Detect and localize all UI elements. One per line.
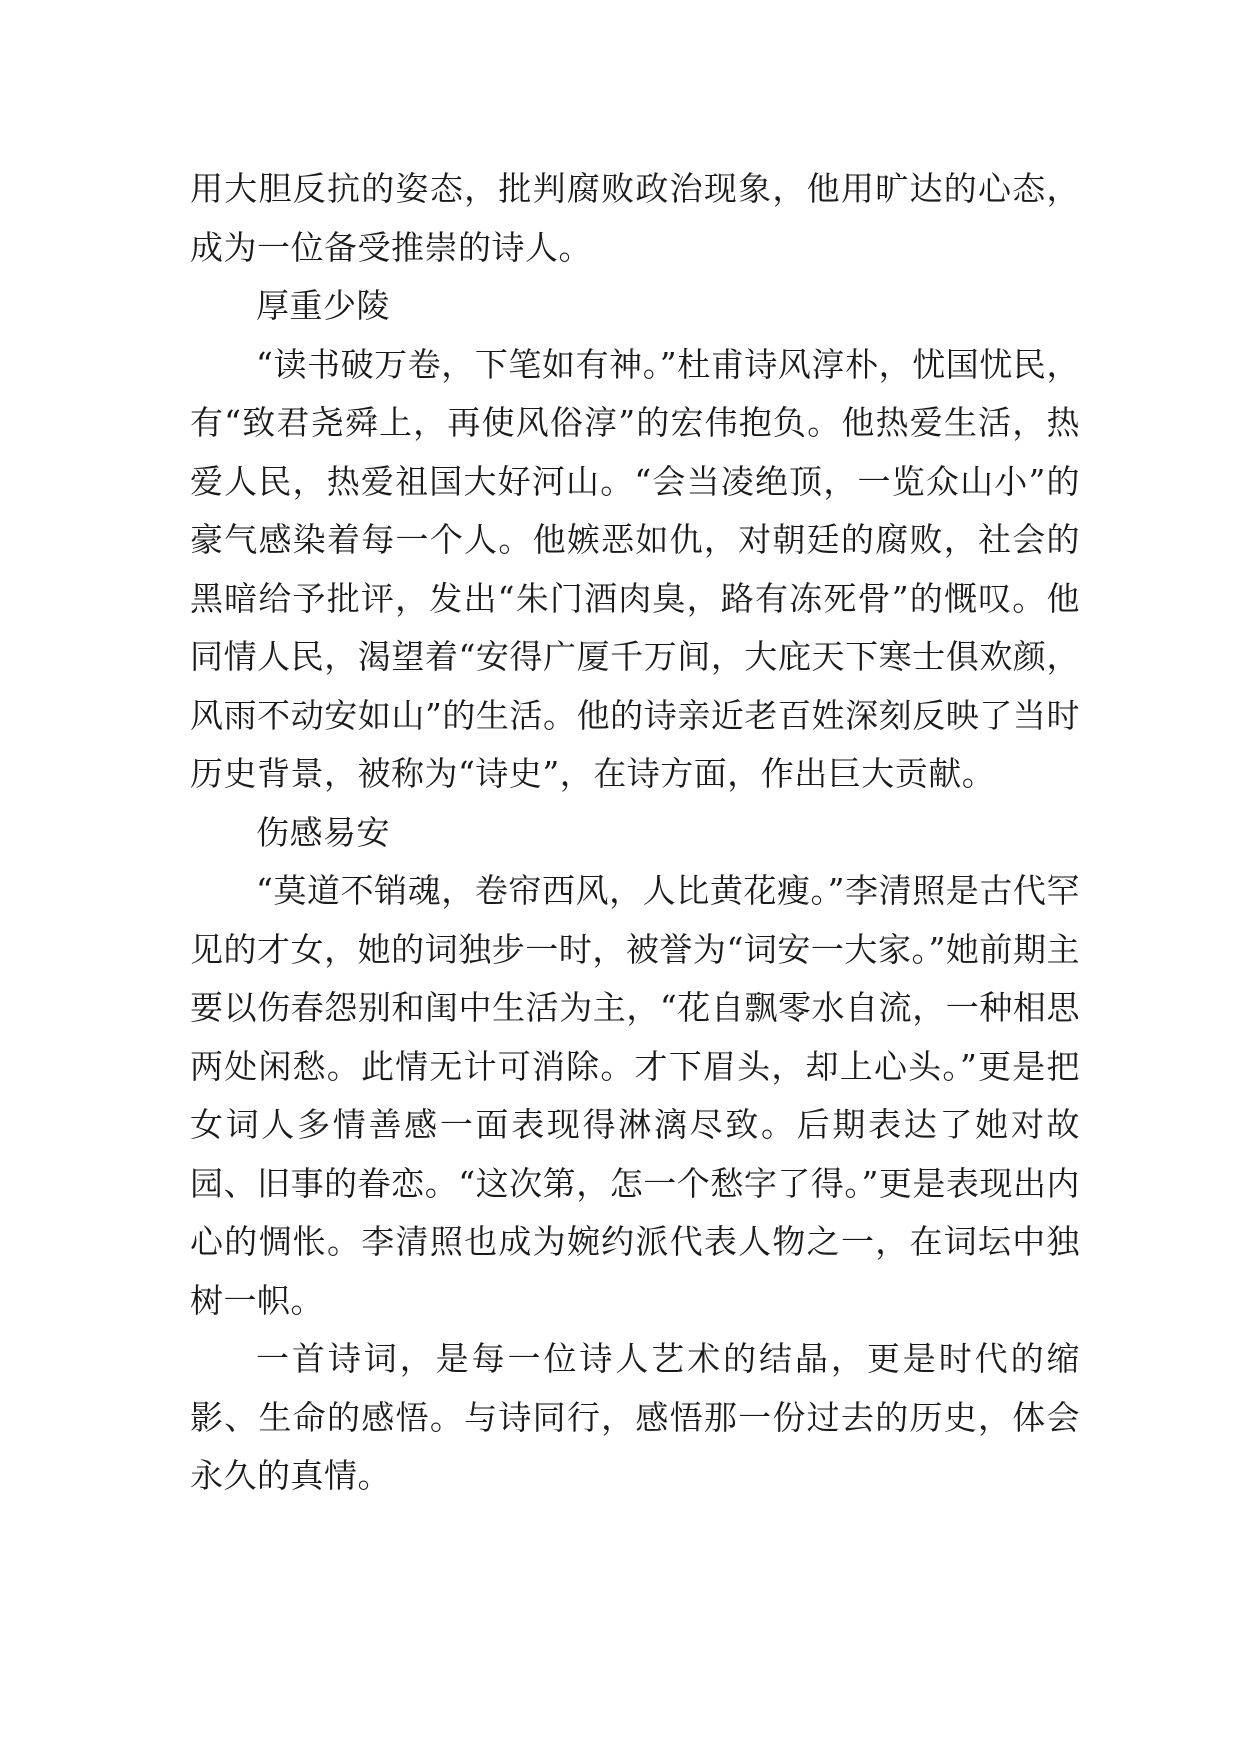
paragraph-li-qingzhao: “莫道不销魂，卷帘西风，人比黄花瘦。”李清照是古代罕见的才女，她的词独步一时，被誉为“词安一大家。”她前期主要以伤春怨别和闺中生活为主，“花自飘零水自流，一种相思两处闲愁。此情无计可消除。才下眉头，却上心头。”更是把女词人多情善感一面表现得淋漓尽致。后期表达了她对故园、旧事的眷恋。“这次第，怎一个愁字了得。”更是表现出内心的惆怅。李清照也成为婉约派代表人物之一，在词坛中独树一帜。	[190, 871, 1080, 1320]
section-heading-li-qingzhao: 伤感易安	[256, 812, 390, 852]
section-heading-du-fu: 厚重少陵	[256, 286, 390, 325]
paragraph-continuation: 用大胆反抗的姿态，批判腐败政治现象，他用旷达的心态，成为一位备受推崇的诗人。	[190, 169, 1080, 267]
paragraph-du-fu: “读书破万卷，下笔如有神。”杜甫诗风淳朴，忧国忧民，有“致君尧舜上，再使风俗淳”的宏伟抱负。他热爱生活，热爱人民，热爱祖国大好河山。“会当凌绝顶，一览众山小”的豪气感染着每一个人。他嫉恶如仇，对朝廷的腐败，社会的黑暗给予批评，发出“朱门酒肉臭，路有冻死骨”的慨叹。他同情人民，渴望着“安得广厦千万间，大庇天下寒士俱欢颜，风雨不动安如山”的生活。他的诗亲近老百姓深刻反映了当时历史背景，被称为“诗史”，在诗方面，作出巨大贡献。	[190, 344, 1080, 793]
paragraph-conclusion: 一首诗词，是每一位诗人艺术的结晶，更是时代的缩影、生命的感悟。与诗同行，感悟那一份过去的历史，体会永久的真情。	[190, 1339, 1080, 1495]
body-text	[190, 160, 1080, 1506]
